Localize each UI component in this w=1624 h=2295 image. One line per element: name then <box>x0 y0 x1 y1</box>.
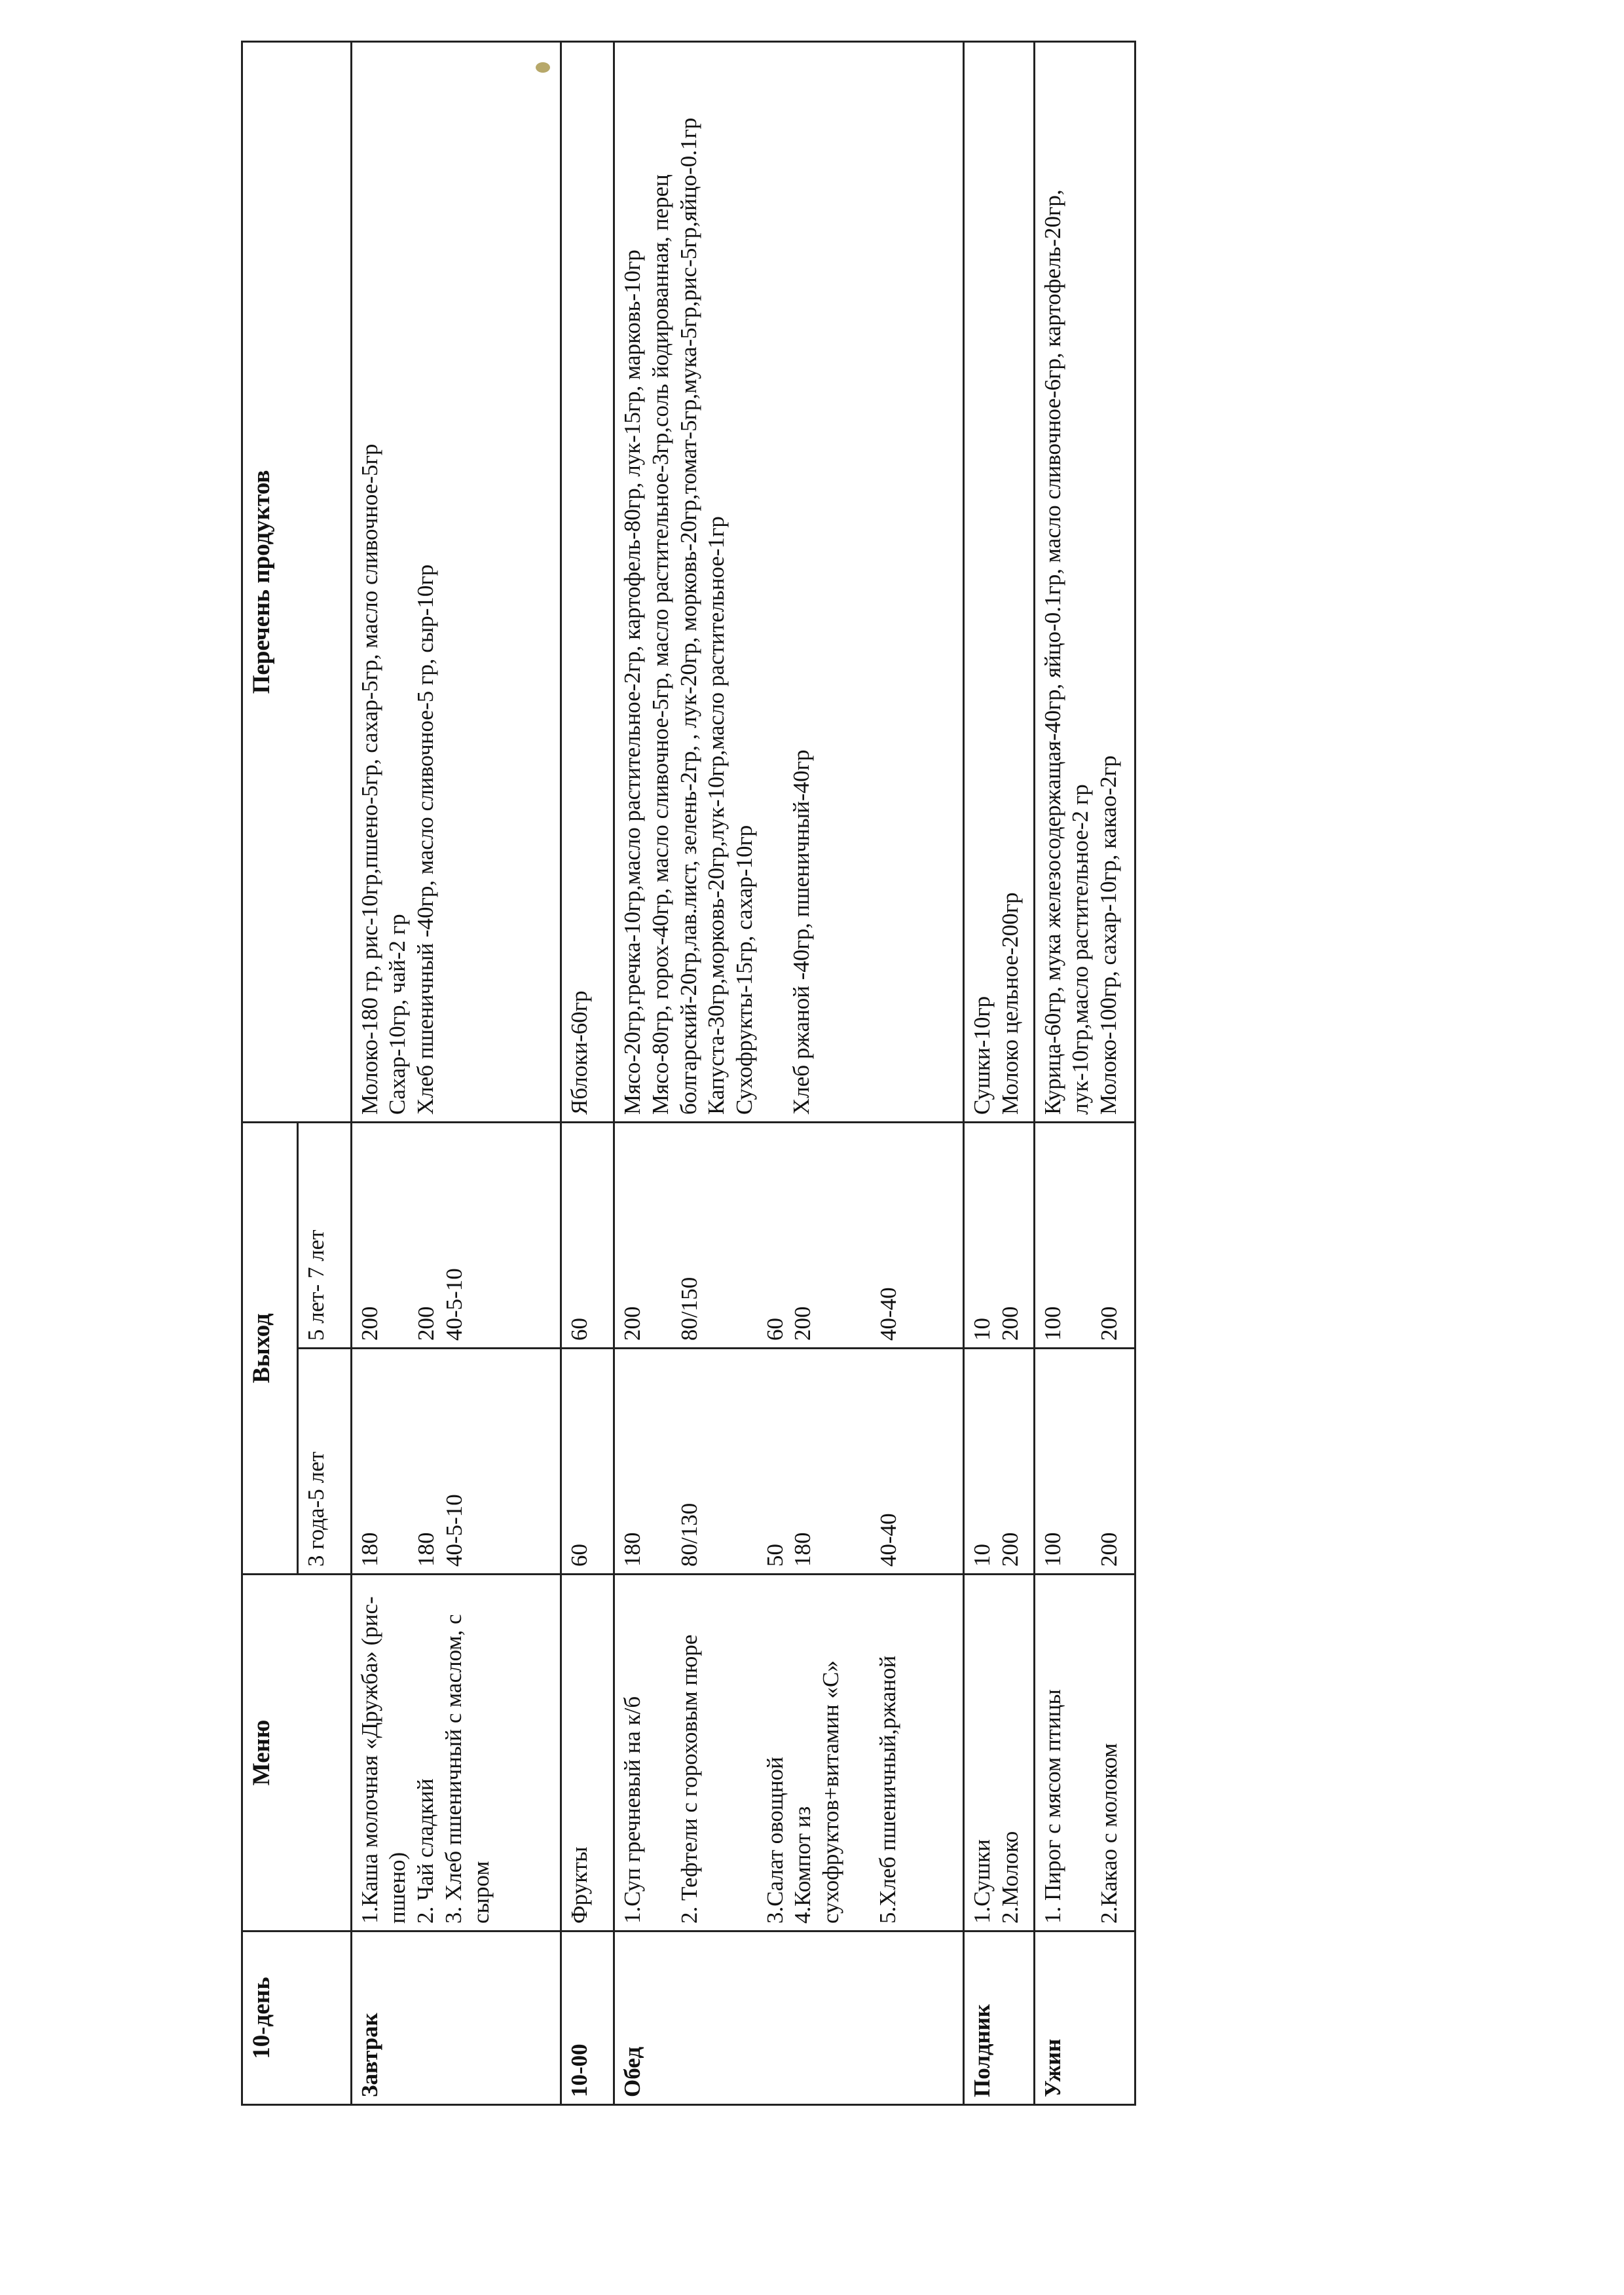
menu-item: 3. Хлеб пшеничный с маслом, с сыром <box>440 1608 494 1924</box>
table-row <box>964 42 1034 2105</box>
product-line: Мясо-80гр, горох-40гр, масло сливочное-5гр, масло растительное-3гр,соль йодированная, перец болгарский-20гр,лав.лист, зелень-2гр, , лук-20гр, морковь-20гр,томат-5гр,мука-5гр,рис-5гр,яйцо-0.1гр <box>648 117 701 1115</box>
portion-value: 180 <box>790 1532 816 1567</box>
portion-value: 200 <box>413 1306 439 1341</box>
menu-item: 1.Суп гречневый на к/б <box>619 1696 646 1924</box>
age-group-1: 3 года-5 лет <box>298 1349 351 1575</box>
menu-cell <box>964 1575 1034 1931</box>
menu-item: Фрукты <box>566 1846 593 1924</box>
output-cell-age1 <box>614 1349 964 1575</box>
product-line: Яблоки-60гр <box>566 990 593 1115</box>
menu-item: 1.Сушки <box>969 1839 995 1924</box>
portion-value: 100 <box>1039 1532 1065 1567</box>
portion-value: 200 <box>356 1306 382 1341</box>
output-cell-age1 <box>1034 1349 1135 1575</box>
portion-value: 80/150 <box>676 1277 703 1341</box>
scan-speck <box>536 62 550 73</box>
portion-value: 60 <box>566 1318 593 1341</box>
portion-value: 200 <box>997 1306 1024 1341</box>
portion-value: 180 <box>619 1532 646 1567</box>
table-row <box>351 42 561 2105</box>
product-line: Хлеб пшеничный -40гр, масло сливочное-5 гр, сыр-10гр <box>413 564 439 1115</box>
products-header: Перечень продуктов <box>242 42 352 1123</box>
menu-item: 2.Молоко <box>997 1831 1024 1924</box>
portion-value: 200 <box>997 1532 1024 1567</box>
portion-value: 60 <box>762 1318 788 1341</box>
output-cell-age2 <box>1034 1123 1135 1349</box>
menu-item: 3.Салат овощной <box>762 1757 788 1924</box>
product-line: Хлеб ржаной -40гр, пшеничный-40гр <box>788 749 814 1115</box>
products-cell <box>964 42 1034 1123</box>
table-row <box>614 42 964 2105</box>
product-line: Молоко-100гр, сахар-10гр, какао-2гр <box>1096 755 1122 1115</box>
menu-cell <box>561 1575 614 1931</box>
menu-item: 1. Пирог с мясом птицы <box>1039 1689 1065 1924</box>
rotated-menu-table-wrapper <box>241 43 1136 2106</box>
portion-value: 100 <box>1039 1306 1065 1341</box>
portion-value: 200 <box>790 1306 816 1341</box>
table-row <box>1034 42 1135 2105</box>
product-line: Капуста-30гр,морковь-20гр,лук-10гр,масло растительное-1гр <box>703 516 729 1115</box>
portion-value: 40-40 <box>876 1513 902 1567</box>
meal-name: 10-00 <box>561 1931 614 2105</box>
portion-value: 180 <box>356 1532 382 1567</box>
menu-item: 5.Хлеб пшеничный,ржаной <box>874 1655 900 1924</box>
menu-item: 1.Каша молочная «Дружба» (рис-пшено) <box>356 1596 411 1924</box>
product-line: Молоко-180 гр, рис-10гр,пшено-5гр, сахар-5гр, масло сливочное-5гр <box>356 443 382 1115</box>
portion-value: 200 <box>619 1306 646 1341</box>
output-cell-age1 <box>351 1349 561 1575</box>
output-cell-age1 <box>561 1349 614 1575</box>
menu-item: 2. Тефтели с гороховым пюре <box>676 1634 703 1924</box>
menu-item: 4.Компот из сухофруктов+витамин «С» <box>790 1660 844 1924</box>
products-cell <box>614 42 964 1123</box>
output-cell-age2 <box>964 1123 1034 1349</box>
product-line: Молоко цельное-200гр <box>997 892 1024 1115</box>
portion-value: 40-40 <box>876 1287 902 1341</box>
menu-cell <box>351 1575 561 1931</box>
menu-cell <box>1034 1575 1135 1931</box>
meal-name: Завтрак <box>351 1931 561 2105</box>
products-cell <box>561 42 614 1123</box>
menu-item: 2. Чай сладкий <box>413 1778 439 1924</box>
menu-header: Меню <box>242 1575 352 1931</box>
menu-table <box>241 41 1136 2106</box>
portion-value: 200 <box>1096 1306 1122 1341</box>
product-line: Мясо-20гр,гречка-10гр,масло растительное-2гр, картофель-80гр, лук-15гр, марковь-10гр <box>619 250 646 1115</box>
meal-name: Обед <box>614 1931 964 2105</box>
table-row <box>561 42 614 2105</box>
output-cell-age2 <box>561 1123 614 1349</box>
output-cell-age1 <box>964 1349 1034 1575</box>
age-group-2: 5 лет- 7 лет <box>298 1123 351 1349</box>
product-line: Сахар-10гр, чай-2 гр <box>384 914 411 1115</box>
menu-cell <box>614 1575 964 1931</box>
meal-name: Ужин <box>1034 1931 1135 2105</box>
portion-value: 10 <box>969 1544 995 1567</box>
output-cell-age2 <box>614 1123 964 1349</box>
meal-name: Полдник <box>964 1931 1034 2105</box>
portion-value: 180 <box>413 1532 439 1567</box>
portion-value: 40-5-10 <box>441 1494 468 1567</box>
portion-value: 80/130 <box>676 1502 703 1567</box>
output-header: Выход <box>242 1123 298 1575</box>
portion-value: 60 <box>566 1544 593 1567</box>
products-cell <box>351 42 561 1123</box>
portion-value: 10 <box>969 1318 995 1341</box>
product-line: Курица-60гр, мука железосодержащая-40гр, яйцо-0.1гр, масло сливочное-6гр, картофель-20гр, лук-10гр,масло растительное-2 гр <box>1039 183 1094 1115</box>
menu-item: 2.Какао с молоком <box>1096 1743 1122 1924</box>
header-row <box>242 42 298 2105</box>
products-cell <box>1034 42 1135 1123</box>
output-cell-age2 <box>351 1123 561 1349</box>
portion-value: 200 <box>1096 1532 1122 1567</box>
product-line: Сушки-10гр <box>969 996 995 1115</box>
portion-value: 40-5-10 <box>441 1268 468 1341</box>
product-line: Сухофрукты-15гр, сахар-10гр <box>731 825 758 1115</box>
day-header: 10-день <box>242 1931 352 2105</box>
portion-value: 50 <box>762 1544 788 1567</box>
